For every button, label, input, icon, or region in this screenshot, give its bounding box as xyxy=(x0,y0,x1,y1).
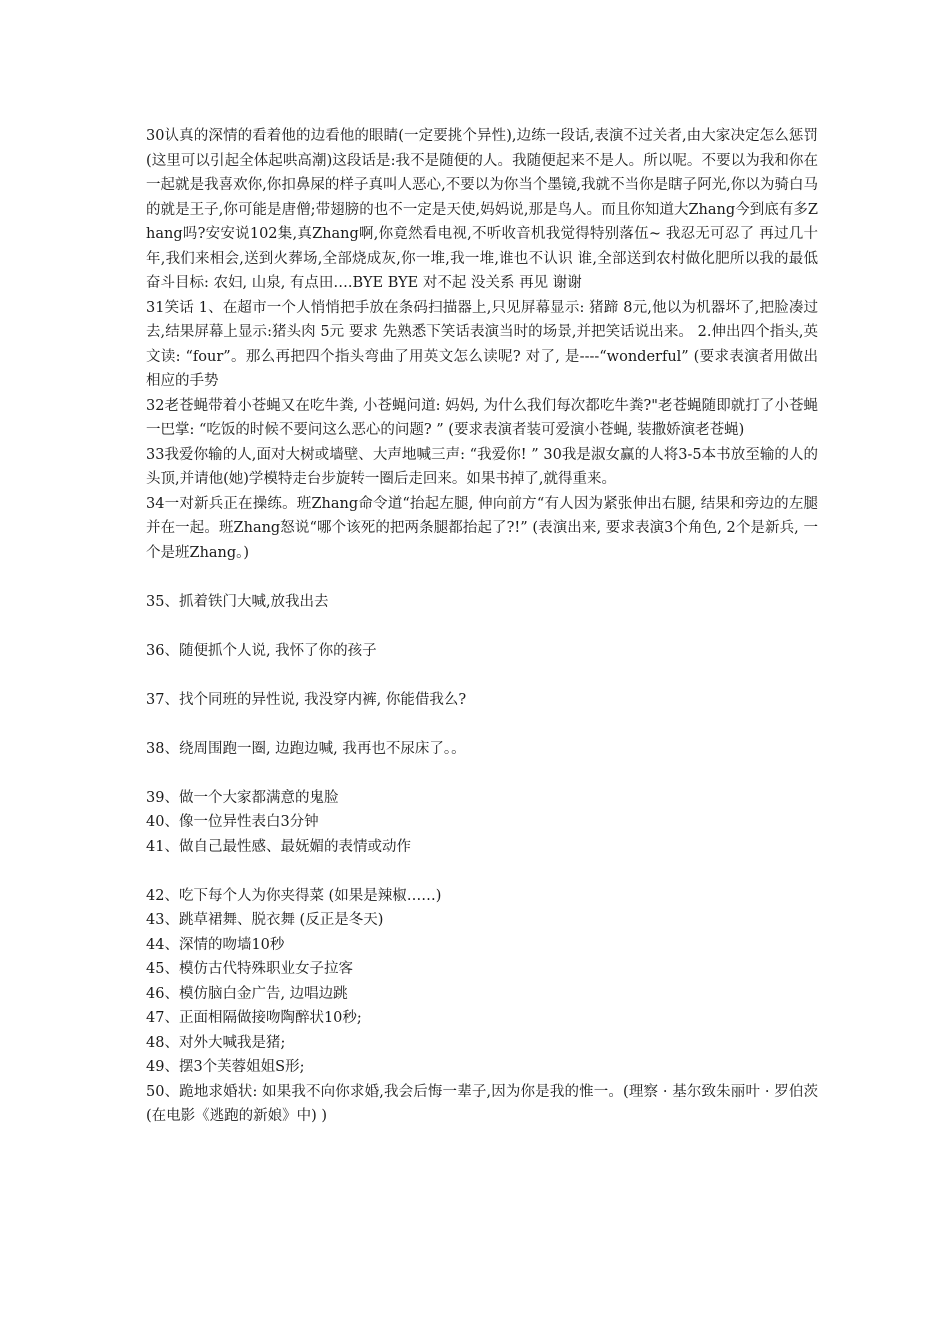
list-item-35: 35、抓着铁门大喊,放我出去 xyxy=(146,593,329,610)
list-item-41: 41、做自己最性感、最妩媚的表情或动作 xyxy=(146,838,411,855)
document-page xyxy=(146,124,818,1129)
paragraph-31: 31笑话 1、在超市一个人悄悄把手放在条码扫描器上,只见屏幕显示: 猪蹄 8元,他以为机器坏了,把脸凑过去,结果屏幕上显示:猪头肉 5元 要求 先熟悉下笑话表演当时的场景,并把笑话说出来。 2.伸出四个指头,英文读: “four”。那么再把四个指头弯曲了用英文怎么读呢? 对了, 是----“wonderful” (要求表演者用做出相应的手势 xyxy=(146,299,818,389)
list-item-38: 38、绕周围跑一圈, 边跑边喊, 我再也不尿床了。。 xyxy=(146,740,466,757)
list-item-45: 45、模仿古代特殊职业女子拉客 xyxy=(146,961,353,977)
paragraph-33: 33我爱你输的人,面对大树或墙壁、大声地喊三声: “我爱你! ” 30我是淑女赢的人将3-5本书放至输的人的头顶,并请他(她)学模特走台步旋转一圈后走回来。如果书掉了,就得重来。 xyxy=(146,446,818,487)
list-item-46: 46、模仿脑白金广告, 边唱边跳 xyxy=(146,985,348,1002)
list-item-39: 39、做一个大家都满意的鬼脸 xyxy=(146,789,339,806)
list-item-43: 43、跳草裙舞、脱衣舞 (反正是冬天) xyxy=(146,912,384,928)
paragraph-30: 30认真的深情的看着他的边看他的眼睛(一定要挑个异性),边练一段话,表演不过关者,由大家决定怎么惩罚(这里可以引起全体起哄高潮)这段话是:我不是随便的人。我随便起来不是人。所以呢。不要以为我和你在一起就是我喜欢你,你扣鼻屎的样子真叫人恶心,不要以为你当个墨镜,我就不当你是瞎子阿光,你以为骑白马的就是王子,你可能是唐僧;带翅膀的也不一定是天使,妈妈说,那是鸟人。而且你知道大Zhang今到底有多Zhang吗?安安说102集,真Zhang啊,你竟然看电视,不听收音机我觉得特别落伍~ 我忍无可忍了 再过几十年,我们来相会,送到火葬场,全部烧成灰,你一堆,我一堆,谁也不认识 谁,全部送到农村做化肥所以我的最低奋斗目标: 农妇, 山泉, 有点田….BYE BYE 对不起 没关系 再见 谢谢 xyxy=(146,128,818,291)
list-item-37: 37、找个同班的异性说, 我没穿内裤, 你能借我么? xyxy=(146,691,467,708)
list-item-50: 50、跪地求婚状: 如果我不向你求婚,我会后悔一辈子,因为你是我的惟一。(理察 · 基尔致朱丽叶 · 罗伯茨 (在电影《逃跑的新娘》中) ) xyxy=(146,1083,818,1124)
list-item-40: 40、像一位异性表白3分钟 xyxy=(146,814,319,830)
paragraph-32: 32老苍蝇带着小苍蝇又在吃牛粪, 小苍蝇问道: 妈妈, 为什么我们每次都吃牛粪?"老苍蝇随即就打了小苍蝇一巴掌: “吃饭的时候不要问这么恶心的问题? ” (要求表演者装可爱演小苍蝇, 装撒娇演老苍蝇) xyxy=(146,397,818,438)
list-item-49: 49、摆3个芙蓉姐姐S形; xyxy=(146,1059,305,1075)
list-item-48: 48、对外大喊我是猪; xyxy=(146,1034,286,1051)
list-item-47: 47、正面相隔做接吻陶醉状10秒; xyxy=(146,1010,362,1026)
list-item-44: 44、深情的吻墙10秒 xyxy=(146,936,285,953)
list-item-36: 36、随便抓个人说, 我怀了你的孩子 xyxy=(146,642,377,659)
list-item-42: 42、吃下每个人为你夹得菜 (如果是辣椒……) xyxy=(146,887,442,904)
paragraph-34: 34一对新兵正在操练。班Zhang命令道“抬起左腿, 伸向前方“有人因为紧张伸出右腿, 结果和旁边的左腿并在一起。班Zhang怒说“哪个该死的把两条腿都抬起了?!” (表演出来, 要求表演3个角色, 2个是新兵, 一个是班Zhang。) xyxy=(146,495,818,561)
